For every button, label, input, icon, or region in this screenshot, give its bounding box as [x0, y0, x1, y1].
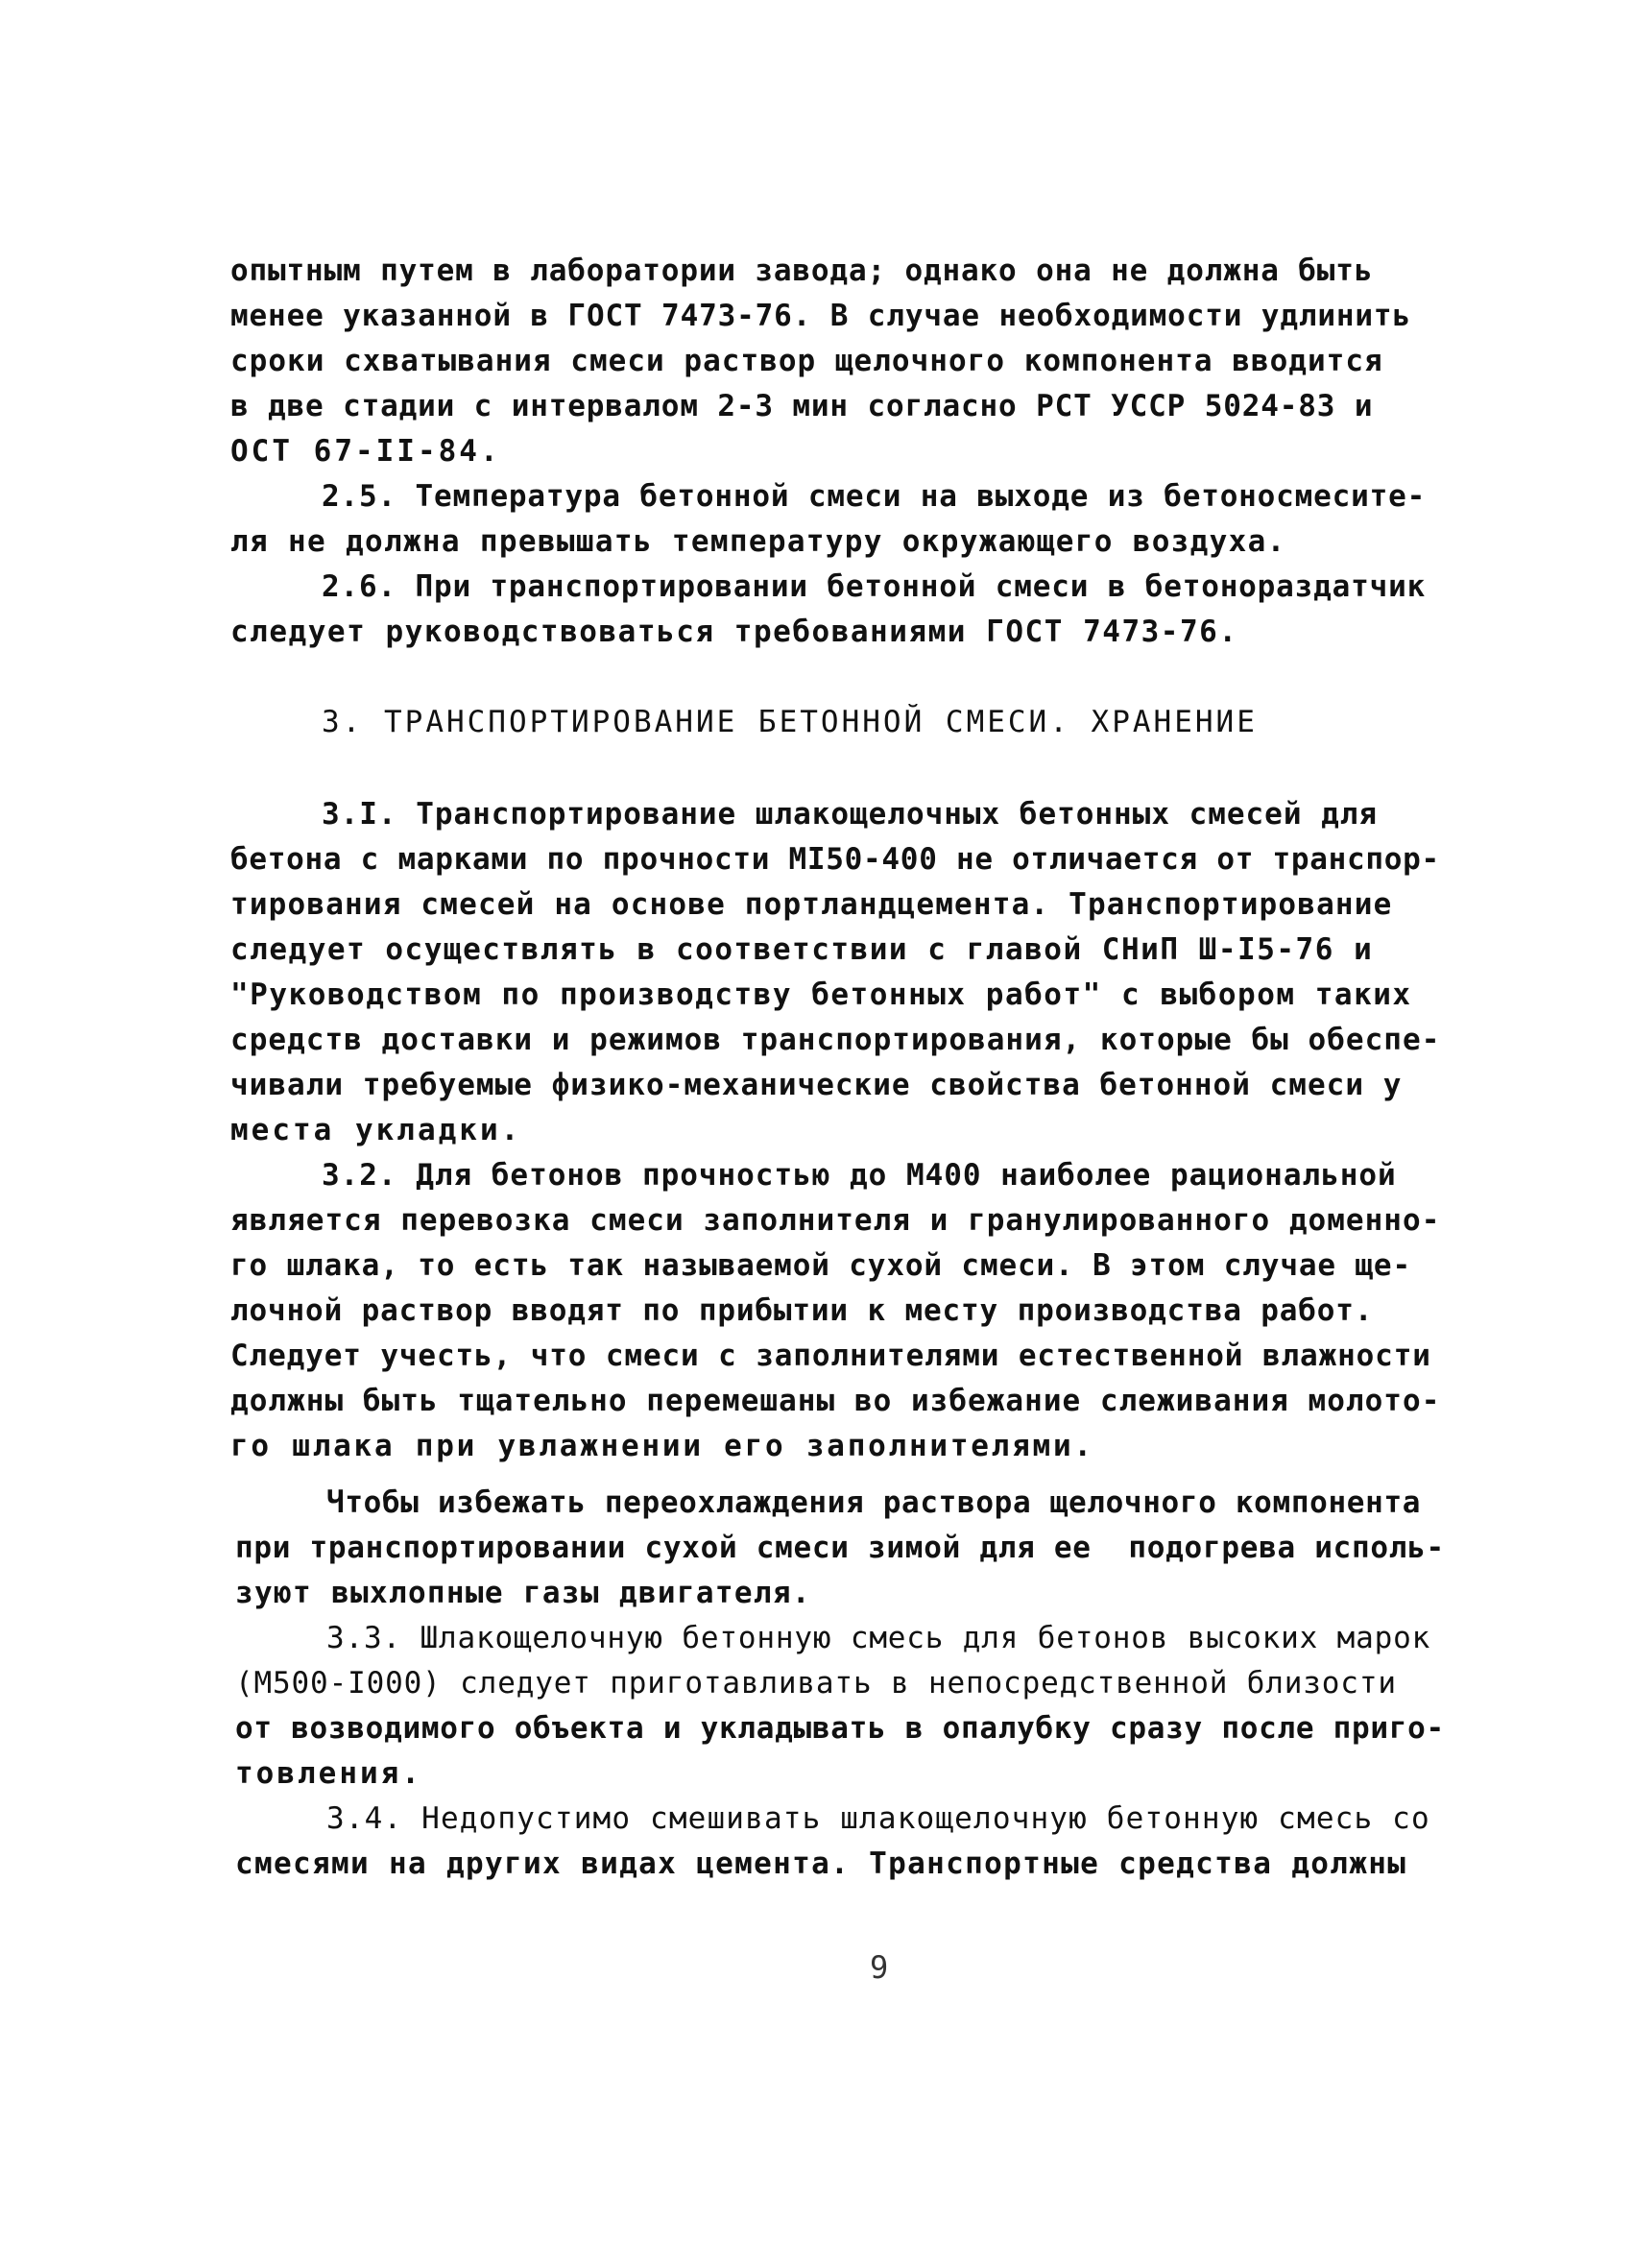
text-line: места укладки. — [230, 1113, 522, 1147]
text-line: ля не должна превышать температуру окружающего воздуха. — [230, 524, 1286, 559]
text-line: го шлака при увлажнении его заполнителями. — [230, 1429, 1094, 1463]
text-line: Следует учесть, что смеси с заполнителями естественной влажности — [230, 1339, 1431, 1373]
text-line: зуют выхлопные газы двигателя. — [235, 1576, 811, 1610]
text-line: ОСТ 67-II-84. — [230, 434, 501, 469]
text-line: 2.5. Температура бетонной смеси на выходе из бетоносмесите- — [322, 479, 1427, 514]
text-line: чивали требуемые физико-механические свойства бетонной смеси у — [230, 1068, 1403, 1102]
text-line: тирования смесей на основе портландцемента. Транспортирование — [230, 887, 1393, 922]
text-line: опытным путем в лаборатории завода; однако она не должна быть — [230, 253, 1374, 288]
text-line: в две стадии с интервалом 2-3 мин согласно РСТ УССР 5024-83 и — [230, 389, 1374, 423]
text-line: менее указанной в ГОСТ 7473-76. В случае необходимости удлинить — [230, 299, 1411, 333]
section-heading: 3. ТРАНСПОРТИРОВАНИЕ БЕТОННОЙ СМЕСИ. ХРАНЕНИЕ — [322, 705, 1258, 739]
text-line: должны быть тщательно перемешаны во избежание слеживания молото- — [230, 1384, 1441, 1418]
text-line: товления. — [235, 1756, 422, 1791]
text-line: 3.2. Для бетонов прочностью до М400 наиболее рациональной — [322, 1158, 1397, 1193]
text-line: при транспортировании сухой смеси зимой для ее подогрева исполь- — [235, 1531, 1445, 1565]
text-line: 3.I. Транспортирование шлакощелочных бетонных смесей для — [322, 797, 1379, 832]
text-line: го шлака, то есть так называемой сухой смеси. В этом случае ще- — [230, 1248, 1411, 1283]
page-number: 9 — [870, 1949, 889, 1986]
text-line: 2.6. При транспортировании бетонной смеси в бетонораздатчик — [322, 569, 1427, 604]
text-line: 3.3. Шлакощелочную бетонную смесь для бетонов высоких марок — [326, 1621, 1431, 1655]
text-line: (М500-I000) следует приготавливать в непосредственной близости — [235, 1666, 1397, 1701]
text-line: является перевозка смеси заполнителя и гранулированного доменно- — [230, 1203, 1441, 1238]
text-line: следует осуществлять в соответствии с главой СНиП Ш-I5-76 и — [230, 932, 1374, 967]
text-line: "Руководством по производству бетонных работ" с выбором таких — [230, 977, 1412, 1012]
text-line: от возводимого объекта и укладывать в опалубку сразу после приго- — [235, 1711, 1445, 1746]
text-line: сроки схватывания смеси раствор щелочного компонента вводится — [230, 344, 1383, 378]
text-line: средств доставки и режимов транспортирования, которые бы обеспе- — [230, 1023, 1441, 1057]
text-line: 3.4. Недопустимо смешивать шлакощелочную бетонную смесь со — [326, 1801, 1430, 1836]
text-line: смесями на других видах цемента. Транспортные средства должны — [235, 1846, 1407, 1881]
text-line: бетона с марками по прочности МI50-400 не отличается от транспор- — [230, 842, 1440, 877]
text-line: лочной раствор вводят по прибытии к месту производства работ. — [230, 1293, 1374, 1328]
text-line: следует руководствоваться требованиями ГОСТ 7473-76. — [230, 615, 1238, 649]
text-line: Чтобы избежать переохлаждения раствора щелочного компонента — [326, 1485, 1422, 1520]
